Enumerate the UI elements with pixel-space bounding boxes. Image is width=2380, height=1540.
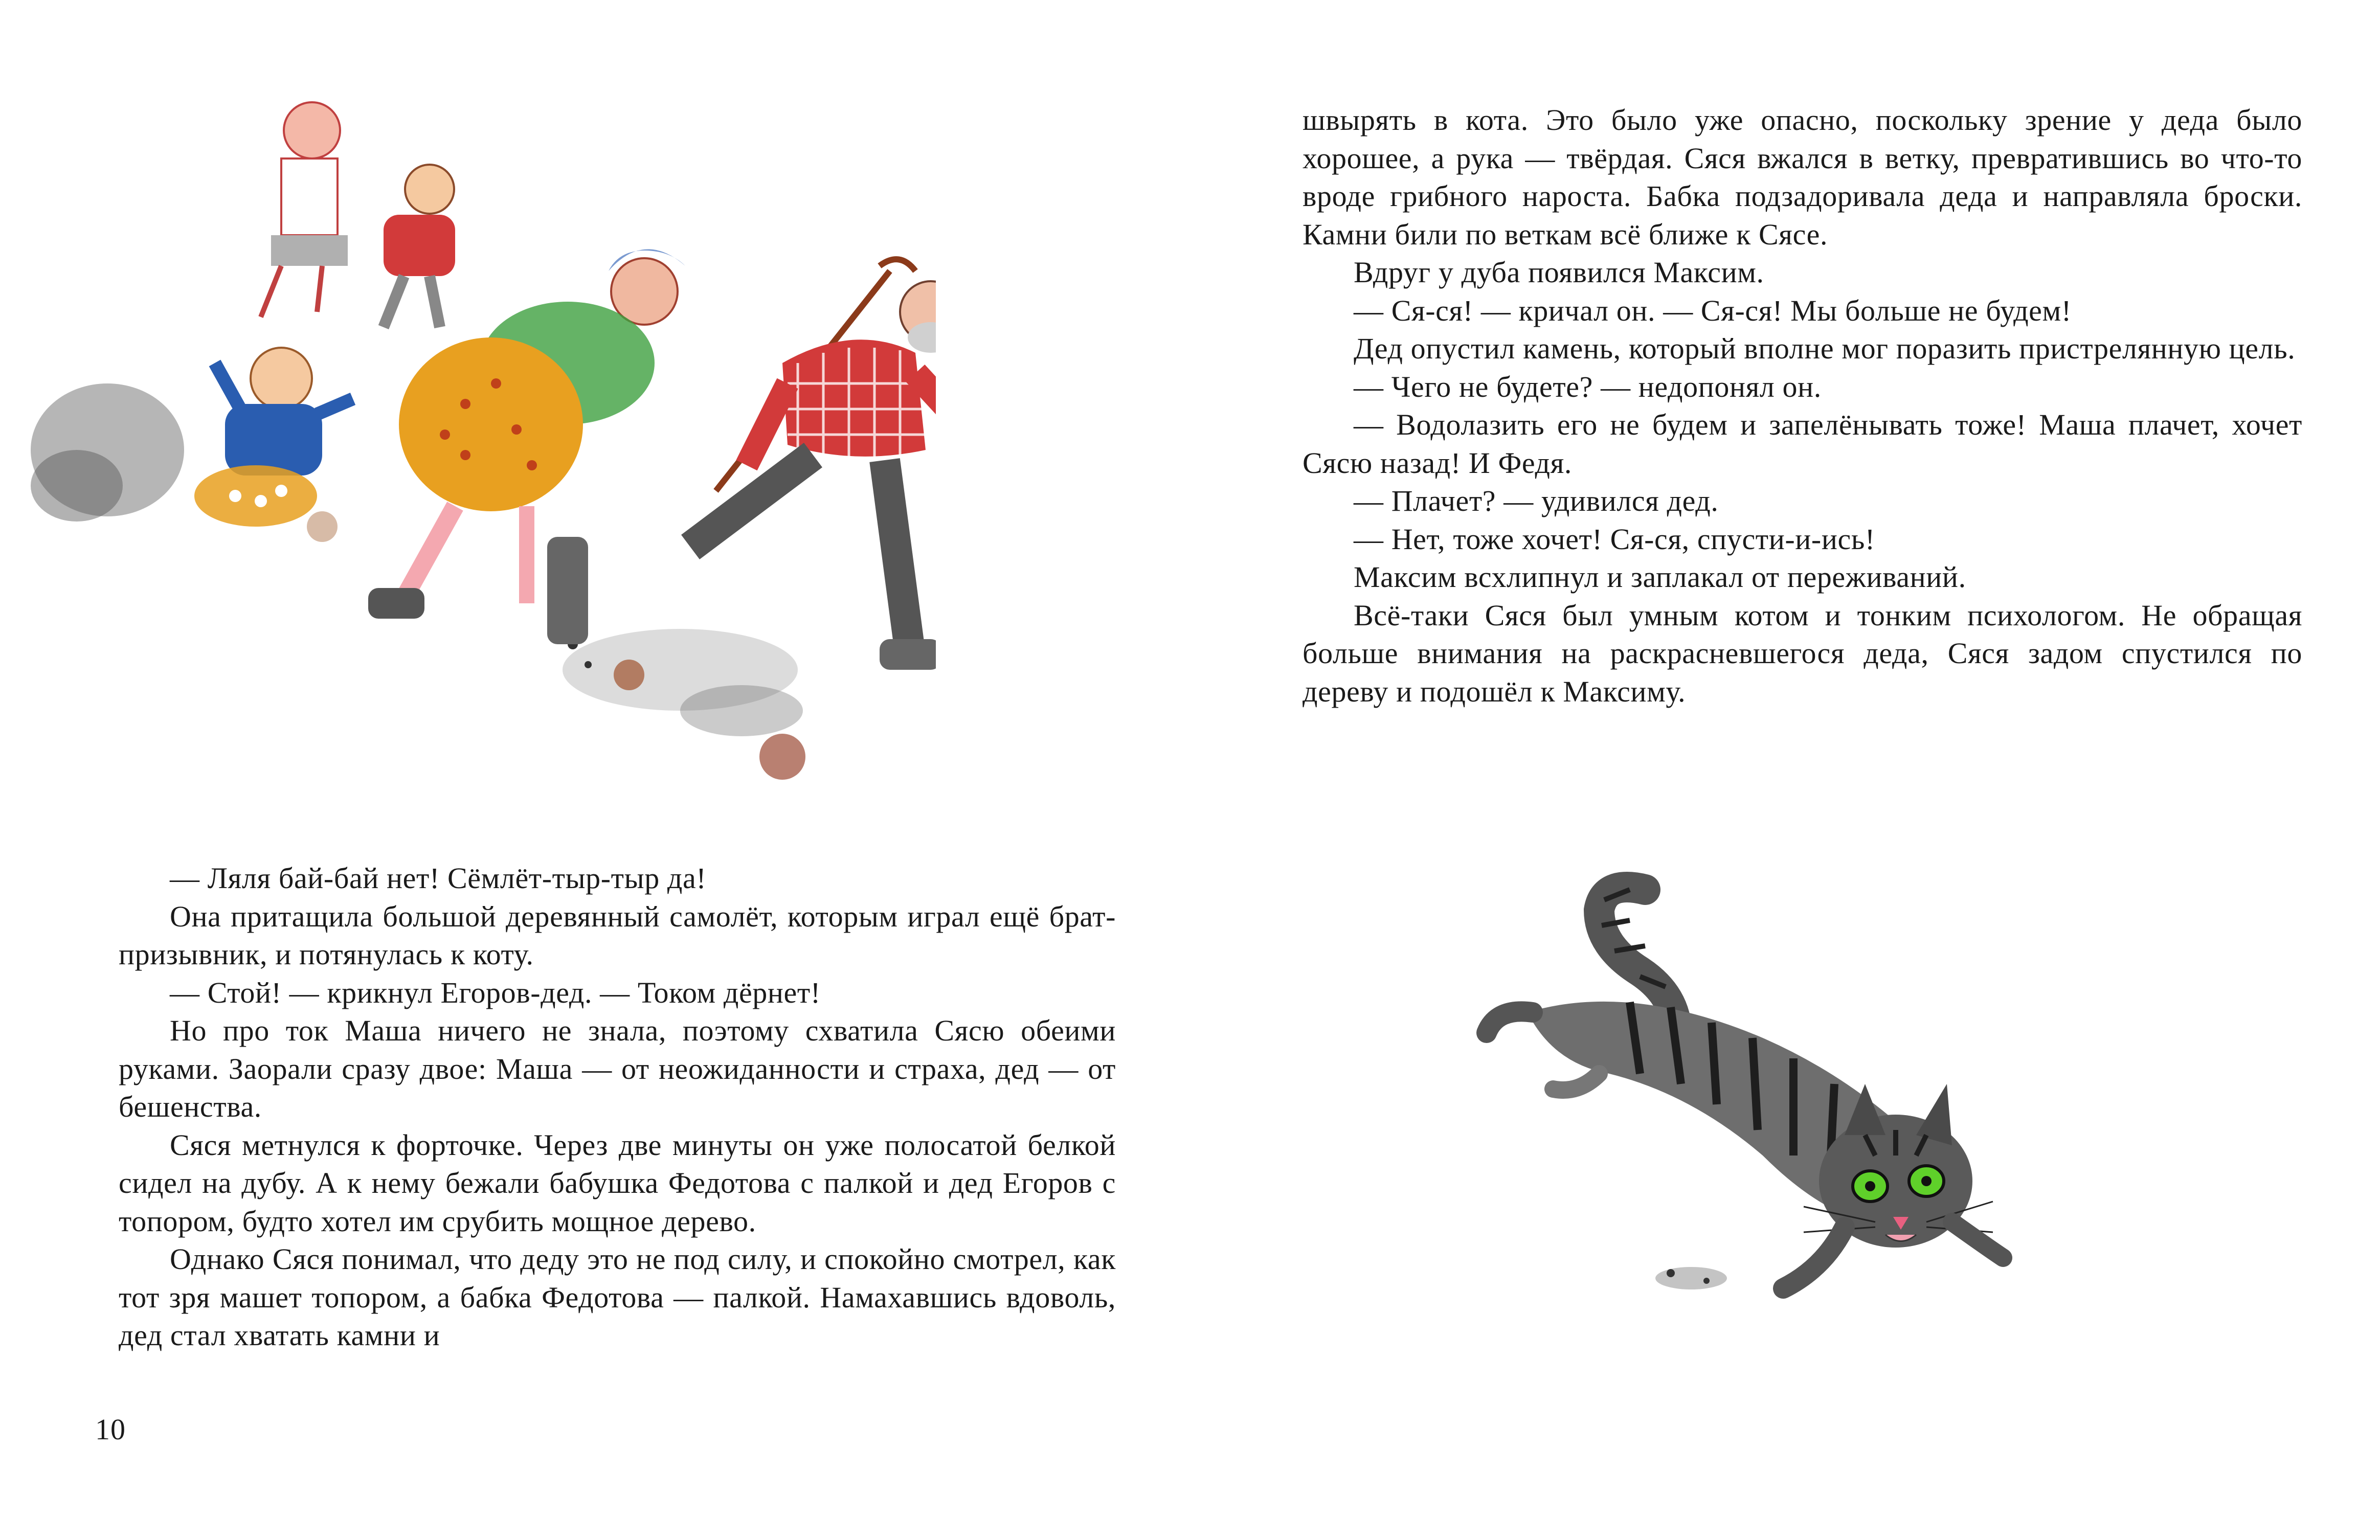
paragraph-continued: швырять в кота. Это было уже опасно, поскольку зрение у деда было хорошее, а рука — твёрдая. Сяся вжался в ветку, превратившись во что-то вроде грибного нароста. Бабка подзадоривала деда и направляла броски. Камни били по веткам всё ближе к Сясе. bbox=[1303, 103, 2302, 251]
paragraph: — Ляля бай-бай нет! Сёмлёт-тыр-тыр да! bbox=[170, 862, 707, 895]
paragraph: Дед опустил камень, который вполне мог поразить пристрелянную цель. bbox=[1354, 332, 2296, 365]
paragraph: — Нет, тоже хочет! Ся-ся, спусти-и-ись! bbox=[1354, 522, 1875, 556]
right-page bbox=[1190, 0, 2380, 1540]
running-villagers-illustration bbox=[15, 97, 936, 782]
paragraph: Максим всхлипнул и заплакал от переживаний. bbox=[1354, 560, 1966, 594]
paragraph: Она притащила большой деревянный самолёт, которым играл ещё брат-призывник, и потянулась к коту. bbox=[119, 899, 1116, 971]
paragraph: Вдруг у дуба появился Максим. bbox=[1354, 256, 1764, 289]
paragraph: — Чего не будете? — недопонял он. bbox=[1354, 370, 1822, 403]
paragraph: — Стой! — крикнул Егоров-дед. — Током дёрнет! bbox=[170, 976, 821, 1009]
paragraph: Но про ток Маша ничего не знала, поэтому схватила Сясю обеими руками. Заорали сразу двое: Маша — от неожиданности и страха, дед — от бешенства. bbox=[119, 1014, 1116, 1123]
page-number: 10 bbox=[95, 1413, 126, 1446]
paragraph: — Ся-ся! — кричал он. — Ся-ся! Мы больше не будем! bbox=[1354, 293, 2072, 327]
paragraph: — Водолазить его не будем и запелёнывать тоже! Маша плачет, хочет Сясю назад! И Федя. bbox=[1303, 408, 2302, 480]
running-cat-illustration bbox=[1476, 869, 2039, 1340]
paragraph: Однако Сяся понимал, что деду это не под силу, и спокойно смотрел, как тот зря машет топором, а бабка Федотова — палкой. Намахавшись вдоволь, дед стал хватать камни и bbox=[119, 1242, 1116, 1352]
paragraph: Сяся метнулся к форточке. Через две минуты он уже полосатой белкой сидел на дубу. А к нему бежали бабушка Федотова с палкой и дед Егоров с топором, будто хотел им срубить мощное дерево. bbox=[119, 1128, 1116, 1238]
paragraph: — Плачет? — удивился дед. bbox=[1354, 484, 1719, 517]
left-page-text bbox=[119, 859, 1116, 1355]
paragraph: Всё-таки Сяся был умным котом и тонким психологом. Не обращая больше внимания на раскрасневшегося деда, Сяся задом спустился по дереву и подошёл к Максиму. bbox=[1303, 598, 2302, 708]
right-page-text bbox=[1303, 101, 2302, 711]
